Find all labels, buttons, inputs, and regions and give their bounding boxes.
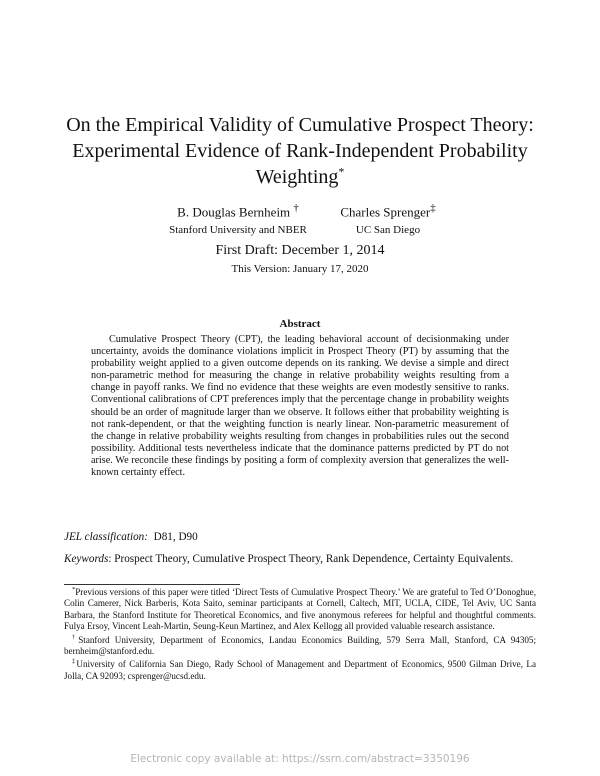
author-name-2: [328, 202, 448, 220]
author-name-1: [150, 202, 326, 220]
keywords-value: : Prospect Theory, Cumulative Prospect Theory, Rank Dependence, Certainty Equivalents.: [108, 553, 514, 565]
footnotes: [64, 587, 536, 684]
footnote-3-mark: ‡: [72, 658, 77, 666]
first-draft-date: First Draft: December 1, 2014: [215, 243, 385, 258]
author-block-1: [150, 202, 326, 236]
title-footnote-mark: *: [338, 164, 345, 179]
keywords-label: Keywords: [64, 553, 109, 565]
footnote-3-text: University of California San Diego, Rady School of Management and Department of Economics, 9500 Gilman Drive, La Jolla, CA 92093; csprenger@ucsd.edu.: [64, 659, 536, 681]
keywords: [64, 552, 536, 566]
footnote-1-text: Previous versions of this paper were titled ‘Direct Tests of Cumulative Prospect Theory.’ We are grateful to Ted O’Donoghue, Colin Camerer, Nick Barberis, Kota Saito, seminar participants at Cornell, Caltech, MIT, UCLA, CIDE, Tel Aviv, UC Santa Barbara, the Stanford Institute for Theoretical Economics, and five anonymous referees for helpful and thoughtful comments. Fulya Ersoy, Vincent Leah-Martin, Seung-Keun Martinez, and Alex Kellogg all provided valuable research assistance.: [64, 587, 536, 632]
jel-classification: [64, 531, 536, 543]
footnote-2-mark: †: [72, 633, 79, 641]
author-block-2: [328, 202, 448, 236]
footnote-2: [64, 635, 536, 658]
author-affiliation-2: UC San Diego: [355, 224, 421, 237]
footnote-2-text: Stanford University, Department of Economics, Landau Economics Building, 579 Serra Mall, Stanford, CA 94305; bernheim@stanford.edu.: [64, 634, 537, 657]
author-affiliation-1: Stanford University and NBER: [169, 224, 307, 237]
footnote-divider: [64, 584, 240, 585]
author-name-2-text: Charles Sprenger: [340, 204, 431, 220]
paper-title: [60, 112, 540, 190]
abstract-heading: Abstract: [279, 318, 321, 330]
author-1-footnote-mark: †: [293, 202, 299, 214]
jel-value: D81, D90: [153, 531, 198, 543]
jel-label: JEL classification:: [64, 531, 149, 543]
author-2-footnote-mark: ‡: [430, 202, 436, 214]
paper-title-text: On the Empirical Validity of Cumulative Prospect Theory: Experimental Evidence of Rank-Independent Probability Weighting: [66, 114, 534, 188]
this-version-date: This Version: January 17, 2020: [231, 263, 369, 275]
ssrn-footer-link[interactable]: Electronic copy available at: https://ssrn.com/abstract=3350196: [130, 753, 470, 765]
footnote-1-mark: *: [72, 585, 76, 593]
footnote-3: [64, 659, 536, 682]
abstract-text: Cumulative Prospect Theory (CPT), the leading behavioral account of decisionmaking under uncertainty, avoids the dominance violations implicit in Prospect Theory (PT) by assuming that the probability weight applied to a given outcome depends on its ranking. We devise a simple and direct non-parametric method for measuring the change in relative probability weights resulting from a change in payoff ranks. We find no evidence that these weights are even modestly sensitive to ranks. Conventional calibrations of CPT preferences imply that the percentage change in probability weights should be an order of magnitude larger than we observe. It follows either that probability weighting is not rank-dependent, or that the weighting function is nearly linear. Non-parametric measurement of the change in relative probability weights resulting from changes in probabilities rules out the second possibility. Additional tests nevertheless indicate that the dominance patterns predicted by PT do not arise. We reconcile these findings by positing a form of complexity aversion that generalizes the well-known certainty effect.: [91, 334, 509, 479]
footnote-1: [64, 587, 536, 633]
author-name-1-text: B. Douglas Bernheim: [177, 204, 291, 220]
